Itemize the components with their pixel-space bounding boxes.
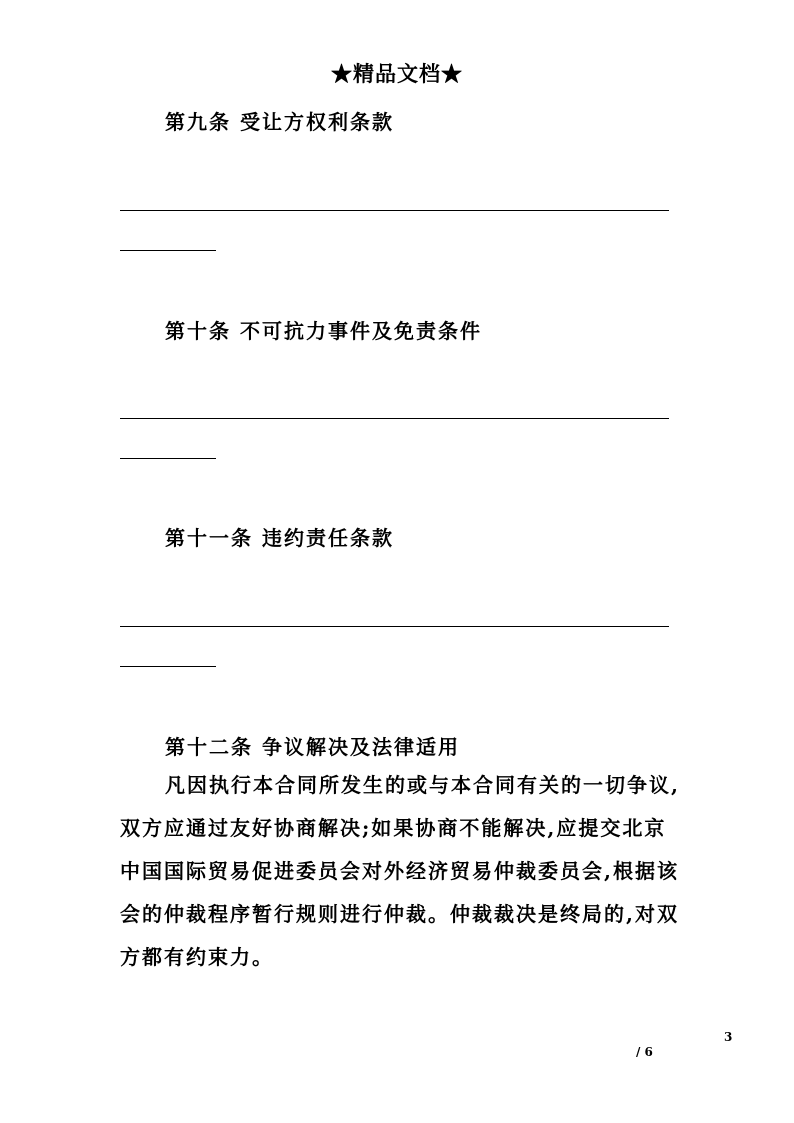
fill-in-line-short bbox=[120, 666, 216, 667]
body-paragraph-line: 方都有约束力。 bbox=[120, 945, 274, 969]
fill-in-line bbox=[120, 210, 669, 211]
document-header: ★精品文档★ bbox=[331, 61, 463, 86]
page-total: / 6 bbox=[636, 1045, 653, 1059]
body-paragraph-line: 会的仲裁程序暂行规则进行仲裁。仲裁裁决是终局的,对双 bbox=[120, 902, 679, 926]
section-10-title: 第十条 不可抗力事件及免责条件 bbox=[165, 319, 482, 343]
fill-in-line-short bbox=[120, 250, 216, 251]
section-11-title: 第十一条 违约责任条款 bbox=[165, 526, 394, 550]
body-paragraph-line: 凡因执行本合同所发生的或与本合同有关的一切争议, bbox=[165, 773, 680, 797]
fill-in-line-short bbox=[120, 458, 216, 459]
body-paragraph-line: 中国国际贸易促进委员会对外经济贸易仲裁委员会,根据该 bbox=[120, 859, 679, 883]
fill-in-line bbox=[120, 626, 669, 627]
section-9-title: 第九条 受让方权利条款 bbox=[165, 110, 394, 134]
fill-in-line bbox=[120, 418, 669, 419]
page-number: 3 bbox=[724, 1030, 733, 1044]
section-12-title: 第十二条 争议解决及法律适用 bbox=[165, 735, 460, 759]
body-paragraph-line: 双方应通过友好协商解决;如果协商不能解决,应提交北京 bbox=[120, 816, 667, 840]
